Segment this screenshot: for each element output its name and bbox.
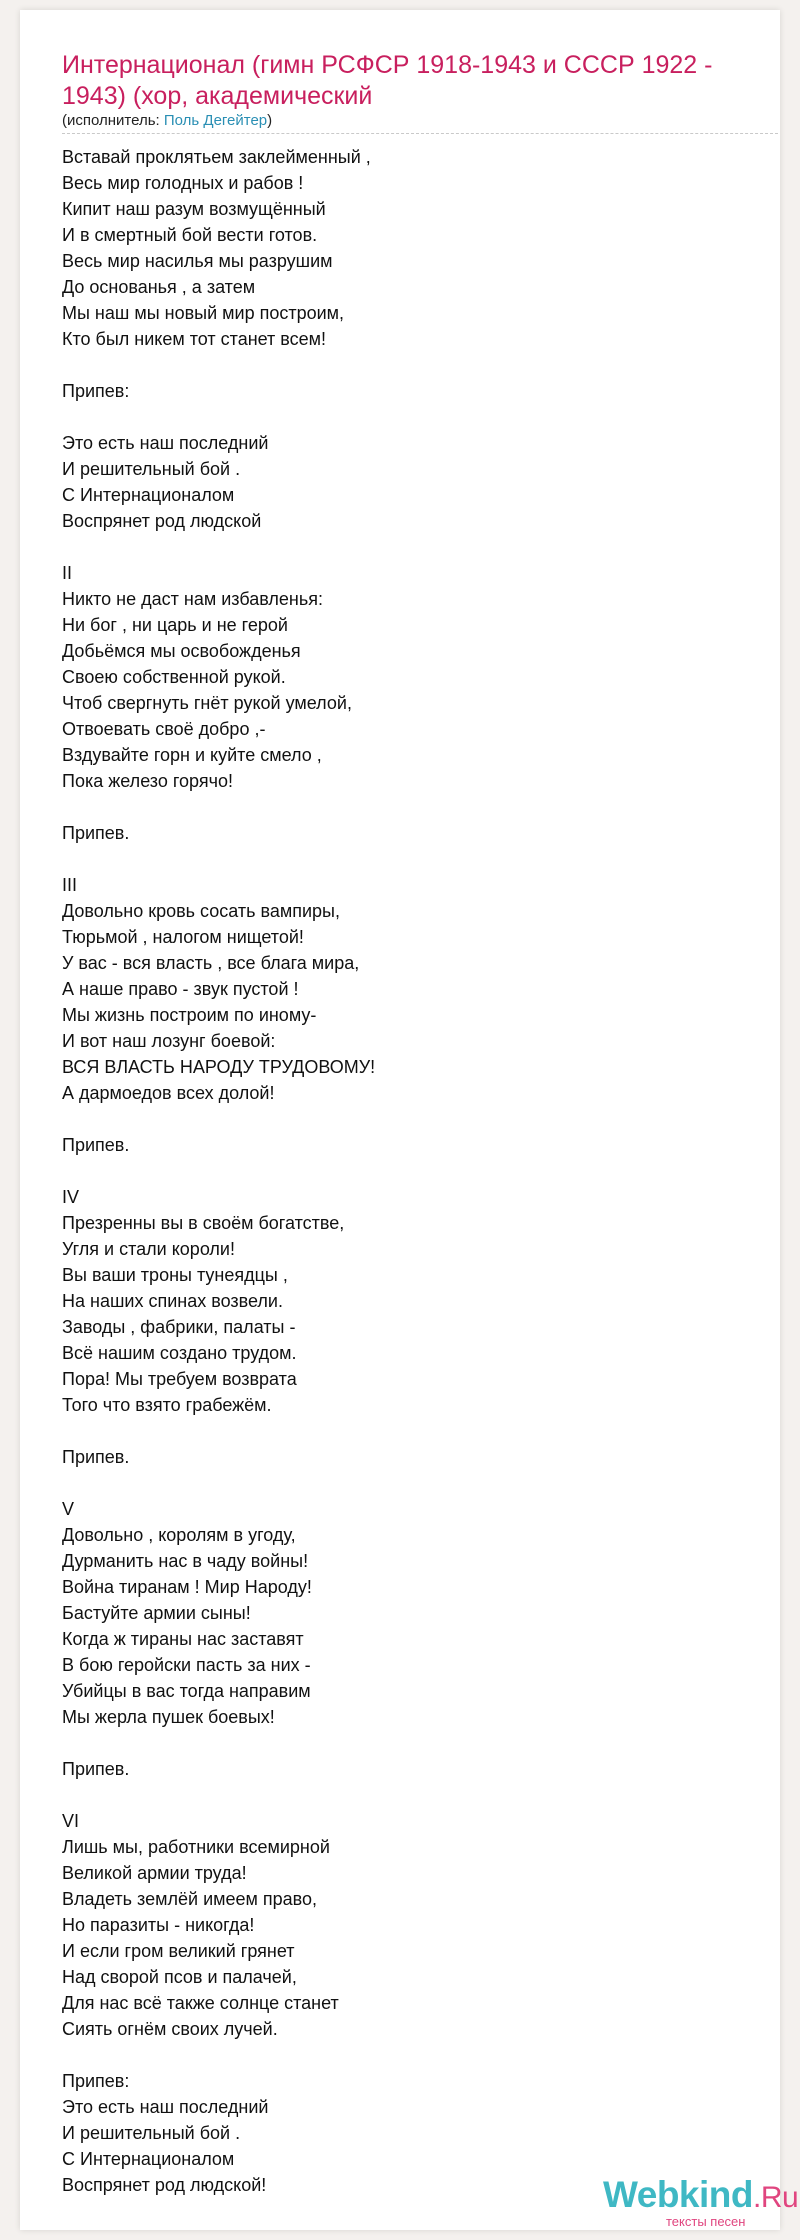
lyric-line: Довольно кровь сосать вампиры, [62,901,340,921]
lyric-line: Заводы , фабрики, палаты - [62,1317,296,1337]
lyric-line: Припев. [62,1759,130,1779]
performer-prefix: (исполнитель: [62,112,164,129]
lyric-line: С Интернационалом [62,2149,235,2169]
logo-wordmark [603,2174,798,2219]
lyric-line: Мы жерла пушек боевых! [62,1707,275,1727]
lyric-line: Мы жизнь построим по иному- [62,1005,317,1025]
lyric-line: Это есть наш последний [62,2097,269,2117]
lyric-line: И в смертный бой вести готов. [62,225,318,245]
lyric-line: А дармоедов всех долой! [62,1083,275,1103]
lyric-blank-line [62,1158,762,1184]
lyrics-text [62,144,762,2198]
lyric-blank-line [62,1106,762,1132]
lyric-line: Чтоб свергнуть гнёт рукой умелой, [62,693,352,713]
lyric-line: И решительный бой . [62,459,241,479]
lyric-line: На наших спинах возвели. [62,1291,283,1311]
lyric-line: Над сворой псов и палачей, [62,1967,297,1987]
lyric-line: Сиять огнём своих лучей. [62,2019,278,2039]
lyric-line: Припев. [62,1447,130,1467]
performer-suffix: ) [267,112,273,129]
performer-link[interactable]: Поль Дегейтер [163,112,268,129]
lyric-line: Своею собственной рукой. [62,667,286,687]
lyric-blank-line [62,352,762,378]
lyric-line: Весь мир голодных и рабов ! [62,173,304,193]
logo-tagline: тексты песен [666,2214,746,2229]
lyric-line: У вас - вся власть , все блага мира, [62,953,360,973]
lyric-line: Припев: [62,381,130,401]
lyric-line: А наше право - звук пустой ! [62,979,299,999]
lyric-line: Это есть наш последний [62,433,269,453]
lyric-line: Вздувайте горн и куйте смело , [62,745,322,765]
lyric-line: Когда ж тираны нас заставят [62,1629,304,1649]
performer-credit [62,111,272,131]
lyric-line: Владеть землёй имеем право, [62,1889,318,1909]
logo-domain: .Ru [753,2181,799,2214]
header-divider [62,133,778,134]
lyric-line: Припев. [62,1135,130,1155]
lyric-line: До основанья , а затем [62,277,256,297]
lyric-line: Бастуйте армии сыны! [62,1603,251,1623]
lyric-line: Отвоевать своё добро ,- [62,719,266,739]
lyric-line: Убийцы в вас тогда направим [62,1681,311,1701]
lyric-line: III [62,875,78,895]
lyric-line: Весь мир насилья мы разрушим [62,251,333,271]
lyric-line: И вот наш лозунг боевой: [62,1031,276,1051]
lyric-line: Довольно , королям в угоду, [62,1525,296,1545]
lyric-blank-line [62,846,762,872]
lyric-line: IV [62,1187,80,1207]
lyric-blank-line [62,1730,762,1756]
lyric-line: Добьёмся мы освобожденья [62,641,301,661]
lyrics-page [20,10,799,2230]
lyric-line: Война тиранам ! Мир Народу! [62,1577,312,1597]
lyric-line: Вставай проклятьем заклейменный , [62,147,371,167]
lyric-line: Никто не даст нам избавленья: [62,589,323,609]
lyric-line: Великой армии труда! [62,1863,247,1883]
lyric-line: Пока железо горячо! [62,771,233,791]
lyric-blank-line [62,404,762,430]
lyric-line: Воспрянет род людской [62,511,262,531]
lyric-line: Припев. [62,823,130,843]
lyric-line: Кипит наш разум возмущённый [62,199,326,219]
lyric-line: Для нас всё также солнце станет [62,1993,339,2013]
lyric-line: В бою геройски пасть за них - [62,1655,311,1675]
lyric-line: И решительный бой . [62,2123,241,2143]
lyric-line: И если гром великий грянет [62,1941,295,1961]
logo-name: Webkind [603,2174,753,2215]
lyric-line: Мы наш мы новый мир построим, [62,303,345,323]
lyric-blank-line [62,1418,762,1444]
lyric-line: Ни бог , ни царь и не герой [62,615,288,635]
lyric-line: Припев: [62,2071,130,2091]
lyric-line: Но паразиты - никогда! [62,1915,255,1935]
lyric-blank-line [62,1470,762,1496]
lyric-line: V [62,1499,75,1519]
lyric-line: Презренны вы в своём богатстве, [62,1213,345,1233]
site-logo[interactable] [603,2174,800,2234]
lyric-line: II [62,563,73,583]
lyric-blank-line [62,794,762,820]
lyric-line: Тюрьмой , налогом нищетой! [62,927,304,947]
lyric-blank-line [62,534,762,560]
lyric-line: Пора! Мы требуем возврата [62,1369,297,1389]
lyric-line: Лишь мы, работники всемирной [62,1837,330,1857]
lyric-line: С Интернационалом [62,485,235,505]
lyric-line: VI [62,1811,80,1831]
lyric-line: Угля и стали короли! [62,1239,235,1259]
lyric-line: ВСЯ ВЛАСТЬ НАРОДУ ТРУДОВОМУ! [62,1057,376,1077]
lyric-line: Воспрянет род людской! [62,2175,267,2195]
lyric-line: Вы ваши троны тунеядцы , [62,1265,288,1285]
lyric-line: Того что взято грабежём. [62,1395,272,1415]
lyric-line: Дурманить нас в чаду войны! [62,1551,309,1571]
lyric-blank-line [62,1782,762,1808]
page-title: Интернационал (гимн РСФСР 1918-1943 и СССР 1922 - 1943) (хор, академический [62,51,713,110]
lyric-line: Кто был никем тот станет всем! [62,329,327,349]
lyric-blank-line [62,2042,762,2068]
lyric-line: Всё нашим создано трудом. [62,1343,297,1363]
